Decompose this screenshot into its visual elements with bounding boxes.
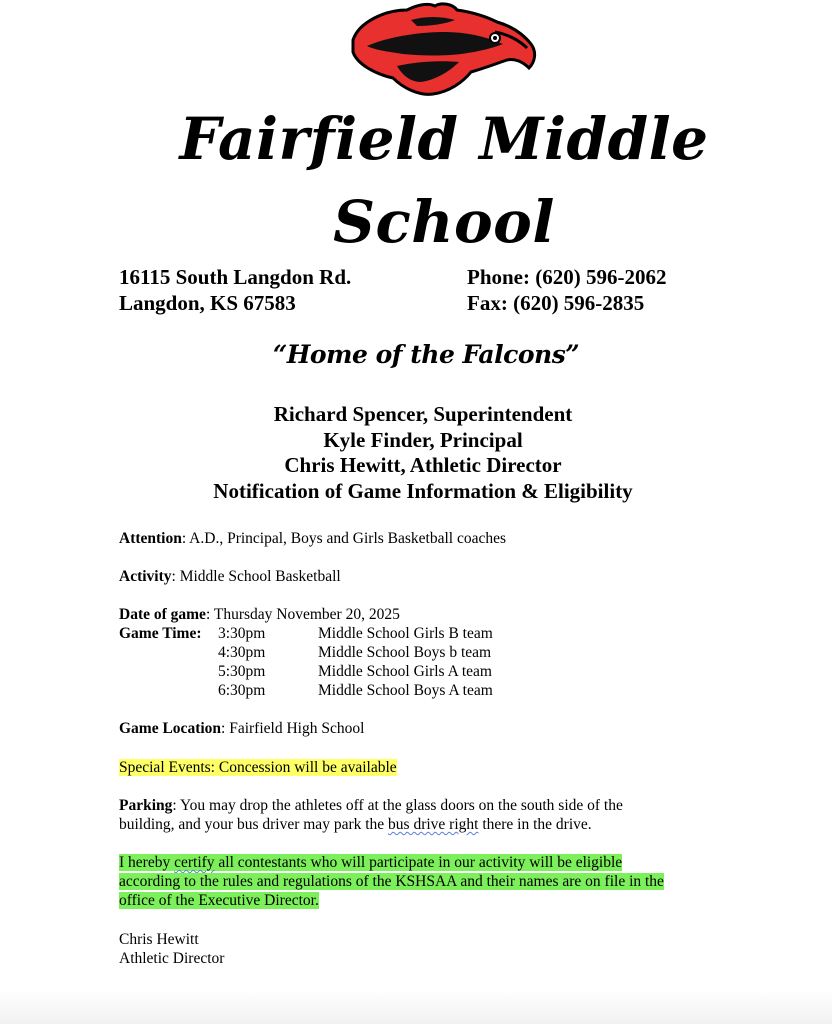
phone-number: Phone: (620) 596-2062 — [467, 265, 667, 289]
signature-block — [119, 930, 224, 968]
certify-line-3: office of the Executive Director. — [119, 892, 319, 909]
game-schedule — [119, 624, 569, 700]
grammar-flag: certify — [174, 854, 215, 871]
school-name-line2: School — [333, 188, 555, 256]
location-value: : Fairfield High School — [221, 720, 365, 737]
certify-line-1: I hereby certify all contestants who will participate in our activity will be eligible — [119, 854, 623, 871]
special-events-line — [119, 758, 397, 777]
schedule-time: 3:30pm — [218, 625, 266, 642]
date-value: : Thursday November 20, 2025 — [205, 606, 400, 623]
location-line — [119, 719, 364, 738]
schedule-team: Middle School Boys b team — [318, 644, 492, 661]
signature-name: Chris Hewitt — [119, 931, 199, 948]
falcon-head-icon — [345, 2, 540, 98]
schedule-time: 4:30pm — [218, 644, 266, 661]
grammar-flag: bus drive right — [388, 816, 479, 833]
schedule-time: 5:30pm — [218, 663, 266, 680]
certify-line-2: according to the rules and regulations of the KSHSAA and their names are on file in the — [119, 873, 664, 890]
parking-label: Parking — [119, 797, 173, 814]
notice-title: Notification of Game Information & Eligibility — [213, 478, 633, 503]
school-contact — [467, 264, 666, 316]
game-time-label: Game Time: — [119, 625, 202, 642]
attention-line — [119, 529, 506, 548]
schedule-row — [119, 662, 569, 681]
parking-line-2: building, and your bus driver may park the bus drive right there in the drive. — [119, 816, 592, 833]
certification-paragraph — [119, 853, 739, 910]
location-label: Game Location — [119, 720, 222, 737]
schedule-time: 6:30pm — [218, 682, 266, 699]
signature-title: Athletic Director — [119, 950, 225, 967]
principal: Kyle Finder, Principal — [323, 427, 523, 452]
schedule-team: Middle School Girls A team — [318, 663, 492, 680]
school-name-line1: Fairfield Middle — [179, 105, 709, 173]
staff-list — [0, 402, 832, 504]
schedule-row — [119, 643, 569, 662]
date-label: Date of game — [119, 606, 206, 623]
school-motto: “Home of the Falcons” — [272, 340, 580, 369]
parking-line-1: Parking: You may drop the athletes off at the glass doors on the south side of the — [119, 797, 623, 814]
attention-value: : A.D., Principal, Boys and Girls Basketball coaches — [181, 530, 507, 547]
schedule-team: Middle School Boys A team — [318, 682, 493, 699]
activity-value: : Middle School Basketball — [171, 568, 341, 585]
parking-paragraph — [119, 796, 719, 834]
fax-number: Fax: (620) 596-2835 — [467, 291, 645, 315]
address-street: 16115 South Langdon Rd. — [119, 265, 352, 289]
date-line — [119, 605, 400, 624]
schedule-row — [119, 624, 569, 643]
special-events-text: Special Events: Concession will be available — [119, 759, 397, 776]
school-address — [119, 264, 351, 316]
activity-label: Activity — [119, 568, 172, 585]
athletic-director: Chris Hewitt, Athletic Director — [284, 453, 562, 477]
schedule-team: Middle School Girls B team — [318, 625, 493, 642]
attention-label: Attention — [119, 530, 182, 547]
address-city: Langdon, KS 67583 — [119, 291, 296, 315]
schedule-row — [119, 681, 569, 700]
activity-line — [119, 567, 341, 586]
superintendent: Richard Spencer, Superintendent — [273, 402, 573, 426]
page-bottom-edge — [0, 990, 832, 1024]
